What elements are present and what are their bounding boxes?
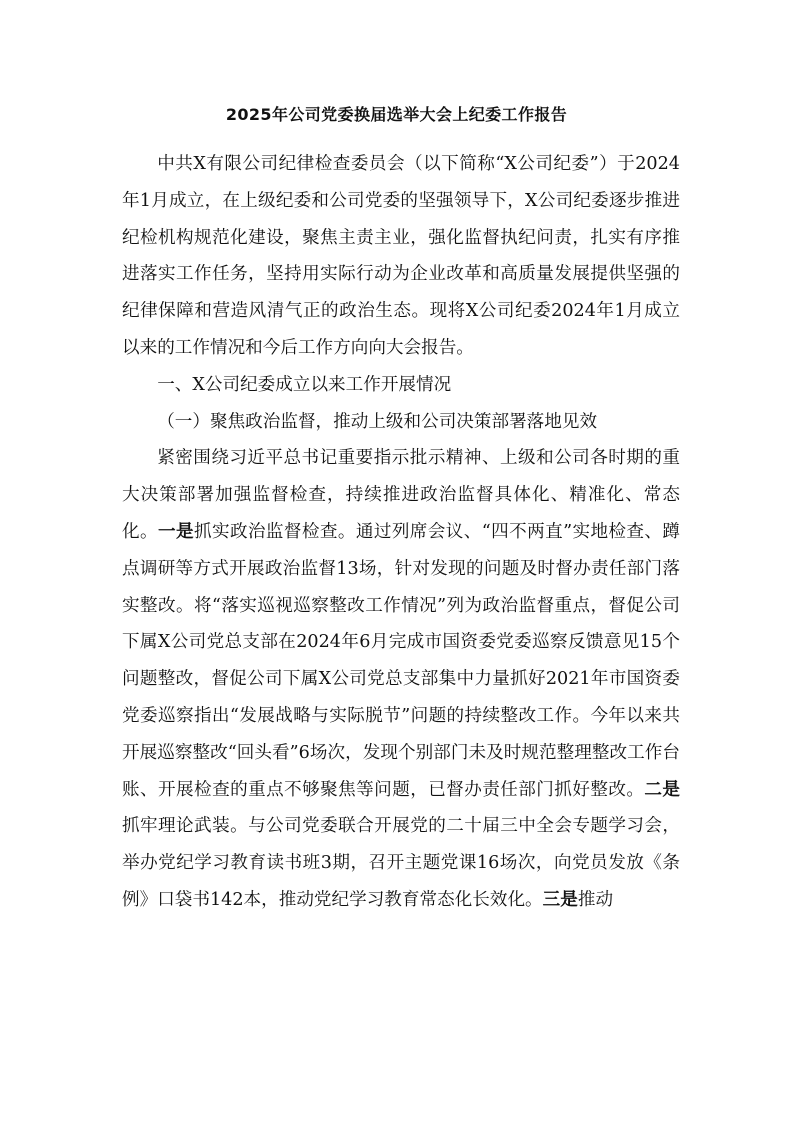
paragraph-opening: 紧密围绕习近平总书记重要指示批示精神、上级和公司各时期的重大决策部署加强监督检查，持续推进政治监督具体化、精准化、常态化。 bbox=[122, 448, 680, 542]
item-1-lead: 一是 bbox=[157, 521, 194, 542]
subsection-heading-1: （一）聚焦政治监督，推动上级和公司决策部署落地见效 bbox=[157, 411, 598, 432]
item-3-lead: 三是 bbox=[542, 889, 578, 910]
item-3-text: 推动 bbox=[577, 889, 614, 910]
body-paragraph bbox=[122, 440, 680, 918]
item-2-text: 抓牢理论武装。与公司党委联合开展党的二十届三中全会专题学习会，举办党纪学习教育读书班3期，召开主题党课16场次，向党员发放《条例》口袋书142本，推动党纪学习教育常态化长效化。 bbox=[122, 816, 680, 910]
item-2-lead: 二是 bbox=[644, 779, 680, 800]
section-heading-1: 一、X公司纪委成立以来工作开展情况 bbox=[157, 374, 452, 395]
item-1-text: 抓实政治监督检查。通过列席会议、“四不两直”实地检查、蹲点调研等方式开展政治监督13场，针对发现的问题及时督办责任部门落实整改。将“落实巡视巡察整改工作情况”列为政治监督重点，督促公司下属X公司党总支部在2024年6月完成市国资委党委巡察反馈意见15个问题整改，督促公司下属X公司党总支部集中力量抓好2021年市国资委党委巡察指出“发展战略与实际脱节”问题的持续整改工作。今年以来共开展巡察整改“回头看”6场次，发现个别部门未及时规范整理整改工作台账、开展检查的重点不够聚焦等问题，已督办责任部门抓好整改。 bbox=[122, 521, 680, 800]
document-body bbox=[122, 146, 680, 919]
intro-paragraph: 中共X有限公司纪律检查委员会（以下简称“X公司纪委”）于2024年1月成立，在上级纪委和公司党委的坚强领导下，X公司纪委逐步推进纪检机构规范化建设，聚焦主责主业，强化监督执纪问责，扎实有序推进落实工作任务，坚持用实际行动为企业改革和高质量发展提供坚强的纪律保障和营造风清气正的政治生态。现将X公司纪委2024年1月成立以来的工作情况和今后工作方向向大会报告。 bbox=[122, 154, 680, 358]
document-title: 2025年公司党委换届选举大会上纪委工作报告 bbox=[225, 105, 568, 124]
